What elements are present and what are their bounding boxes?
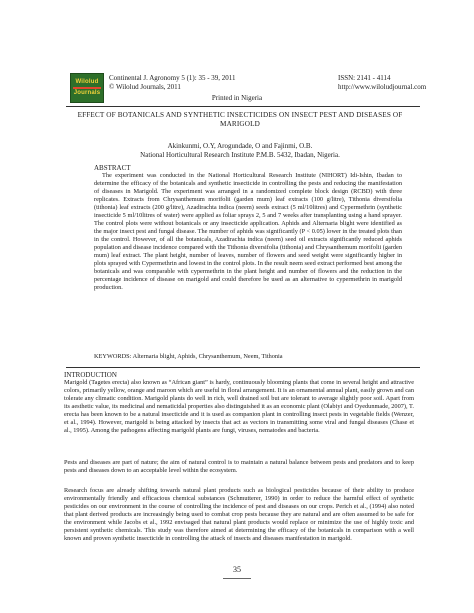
logo-text-bottom: Journals bbox=[73, 90, 101, 96]
page-number: 35 bbox=[233, 565, 241, 574]
keywords bbox=[94, 353, 402, 361]
keywords-label: KEYWORDS: bbox=[94, 353, 132, 360]
header-left bbox=[109, 74, 236, 92]
affiliation: National Horticultural Research Institute P.M.B. 5432, Ibadan, Nigeria. bbox=[140, 151, 340, 159]
abstract-heading: ABSTRACT bbox=[94, 164, 131, 172]
authors: Akinkunmi, O.Y, Arogundade, O and Fajinmi, O.B. bbox=[167, 142, 313, 150]
section-rule bbox=[66, 367, 420, 368]
printed-in: Printed in Nigeria bbox=[211, 94, 263, 102]
abstract-body bbox=[94, 172, 402, 292]
logo-stripe bbox=[73, 87, 101, 89]
copyright-line: © Wilolud Journals, 2011 bbox=[109, 83, 181, 91]
intro-paragraph-3 bbox=[64, 487, 414, 543]
issn: ISSN: 2141 - 4114 bbox=[338, 74, 391, 82]
header-right bbox=[338, 74, 426, 92]
intro-paragraph-2 bbox=[64, 459, 414, 475]
author-block bbox=[70, 142, 410, 160]
journal-citation: Continental J. Agronomy 5 (1): 35 - 39, 2011 bbox=[109, 74, 236, 82]
journal-url[interactable]: http://www.wiloludjournal.com bbox=[338, 83, 427, 91]
keywords-list: Alternaria blight, Aphids, Chrysanthemum, Neem, Tithonia bbox=[132, 353, 283, 360]
abstract-text: The experiment was conducted in the National Horticultural Research Institute (NIHORT) Idi-Ishin, Ibadan to determine the efficacy of the botanicals and synthetic insecticide in controlling the pests and reducing the manifestation of diseases in Marigold. The experiment was arranged in a randomized complete block design (RCBD) with three replicates. Extracts from Chrysanthemum morifolii (garden mum) leaf extracts (100 g/litre), Tithonia diversifolia (tithonia) leaf extracts (200 g/litre), Azadirachta indica (neem) seeds extract (5 ml/10litres) and Cypermethrin (synthetic insecticide 5 ml/10litres of water) were applied as foliar sprays 2, 5 and 7 weeks after transplanting using a hand sprayer. The control plots were without botanicals or any insecticide application. Aphids and Alternaria blight were identified as the major insect pest and fungal disease. The number of aphids was significantly (P < 0.05) lower in the treated plots than in the control. However, of all the botanicals, Azadirachta indica (neem) seed oil extracts significantly reduced aphids population and disease incidence compared with the Tithonia diversifolia (tithonia) and Chrysanthemum morifolii (garden mum) leaf extract. The plant height, number of leaves, number of flowers and seed weight were significantly higher in plots sprayed with Cypermethrin and lowest in the control plots. In the result neem seed extract performed best among the botanicals and was comparable with cypermethrin in the plant height and number of flowers and the reduction in the percentage incidence of disease on marigold and could therefore be used as an alternative to cypermethrin in marigold production. bbox=[94, 172, 402, 291]
logo-text-top: Wilolud bbox=[75, 79, 99, 85]
paragraph-text: Marigold (Tagetes erecta) also known as “African giant” is hardy, continuously blooming plants that come in several height and attractive colors, primarily yellow, orange and maroon which are useful in floral arrangement. It is an ornamental annual plant, easily grown and can tolerate any climatic condition. Marigold plants do well in rich, well drained soil but are tolerant to average slightly poor soil. Apart from its aesthetic value, its medicinal and nematicidal properties also distinguished it as an economic plant (Olabiyi and Oyedunmade, 2007), T. erecta has been known to be a natural insecticide and it is used as companion plant in controlling insect pests in vegetable fields (Wenzer, et al., 1994). However, marigold is being attacked by insects that act as vectors in transmitting some viral and fungal diseases (Chase et al., 1995). Among the pathogens affecting marigold plants are fungi, viruses, nematodes and bacteria. bbox=[64, 379, 414, 434]
paragraph-text: Research focus are already shifting towards natural plant products such as biological pesticides because of their ability to produce environmentally friendly and efficacious chemical substances (Schmutterer, 1990) in order to reduce the harmful effect of synthetic pesticides on our environment in the course of controlling the incidence of pest and diseases on our crops. Perich et al., (1994) also noted that plant derived products are increasingly being used to combat crop pests because they are natural and are often assumed to be safe for the environment while Jacobs et al., 1992 envisaged that natural plant products would replace or minimize the use of highly toxic and persistent synthetic chemicals. This study was therefore aimed at determining the efficacy of the botanicals in comparison with a well known and proven synthetic insecticide in controlling the attack of insects and diseases manifestation in marigold. bbox=[64, 487, 414, 542]
paragraph-text: Pests and diseases are part of nature; the aim of natural control is to maintain a natural balance between pests and predators and to keep pests and diseases down to an acceptable level within the ecosystem. bbox=[64, 459, 414, 474]
page-number-underline bbox=[223, 578, 251, 579]
header-rule bbox=[66, 106, 420, 107]
paper-title: EFFECT OF BOTANICALS AND SYNTHETIC INSECTICIDES ON INSECT PEST AND DISEASES OF MARIGOLD bbox=[77, 111, 403, 128]
introduction-heading: INTRODUCTION bbox=[64, 371, 117, 379]
intro-paragraph-1 bbox=[64, 379, 414, 435]
